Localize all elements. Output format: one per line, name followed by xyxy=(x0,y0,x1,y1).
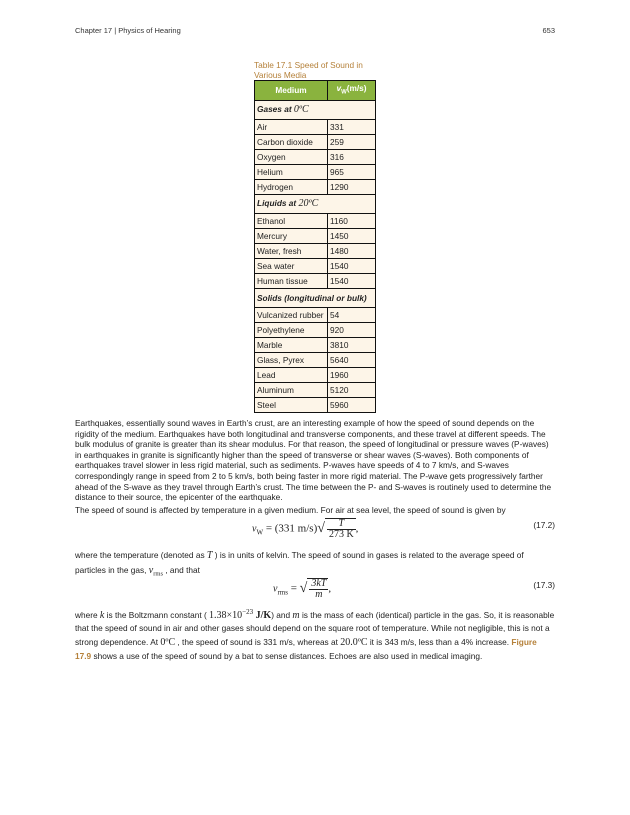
table-row xyxy=(255,149,376,164)
speed-cell: 1480 xyxy=(328,243,376,258)
medium-cell: Helium xyxy=(255,164,328,179)
table-row xyxy=(255,258,376,273)
equation-number-17-3: (17.3) xyxy=(533,580,555,590)
medium-cell: Hydrogen xyxy=(255,179,328,194)
equation-number-17-2: (17.2) xyxy=(533,520,555,530)
speed-cell: 1960 xyxy=(328,367,376,382)
table-row xyxy=(255,164,376,179)
speed-cell: 54 xyxy=(328,307,376,322)
speed-cell: 331 xyxy=(328,119,376,134)
table-row xyxy=(255,382,376,397)
speed-cell: 1290 xyxy=(328,179,376,194)
speed-cell: 316 xyxy=(328,149,376,164)
table-section-header xyxy=(255,288,376,307)
speed-cell: 5120 xyxy=(328,382,376,397)
medium-cell: Glass, Pyrex xyxy=(255,352,328,367)
medium-cell: Carbon dioxide xyxy=(255,134,328,149)
section-title: Solids (longitudinal or bulk) xyxy=(255,288,376,307)
table-row xyxy=(255,243,376,258)
table-row xyxy=(255,134,376,149)
table-row xyxy=(255,352,376,367)
table-row xyxy=(255,337,376,352)
speed-cell: 1540 xyxy=(328,273,376,288)
speed-cell: 920 xyxy=(328,322,376,337)
table-row xyxy=(255,322,376,337)
medium-cell: Water, fresh xyxy=(255,243,328,258)
medium-cell: Oxygen xyxy=(255,149,328,164)
figure-17-9-link[interactable]: Figure 17.9 xyxy=(75,636,537,661)
speed-cell: 5960 xyxy=(328,397,376,412)
table-row xyxy=(255,397,376,412)
table-row xyxy=(255,273,376,288)
medium-cell: Lead xyxy=(255,367,328,382)
medium-cell: Mercury xyxy=(255,228,328,243)
table-row xyxy=(255,119,376,134)
table-row xyxy=(255,307,376,322)
speed-cell: 3810 xyxy=(328,337,376,352)
medium-cell: Vulcanized rubber xyxy=(255,307,328,322)
speed-cell: 1450 xyxy=(328,228,376,243)
medium-cell: Human tissue xyxy=(255,273,328,288)
chapter-title: Chapter 17 | Physics of Hearing xyxy=(75,26,181,35)
medium-cell: Air xyxy=(255,119,328,134)
equation-17-3: $v_{rms}$ = √ $\frac{3kT}{m}$ , xyxy=(273,578,332,600)
section-title: Liquids at 20ºC xyxy=(255,194,376,213)
medium-cell: Polyethylene xyxy=(255,322,328,337)
paragraph-temperature: The speed of sound is affected by temperature in a given medium. For air at sea level, the speed of sound is given by xyxy=(75,505,506,515)
table-row xyxy=(255,367,376,382)
table-row xyxy=(255,228,376,243)
medium-cell: Aluminum xyxy=(255,382,328,397)
medium-cell: Ethanol xyxy=(255,213,328,228)
table-section-header xyxy=(255,100,376,119)
medium-cell: Sea water xyxy=(255,258,328,273)
paragraph-boltzmann: where k is the Boltzmann constant ( $1.38\times 10^{-23}$ J/K) and m is the mass of each (identical) particle in the gas. So, it is reasonable that the speed of sound in air and other gases should depend on the square root of temperature. While not negligible, this is not a strong dependence. At 0ºC , the speed of sound is 331 m/s, whereas at 20.0ºC it is 343 m/s, less than a 4% increase. Figure 17.9 shows a use of the speed of sound by a bat to sense distances. Echoes are also used in medical imaging. xyxy=(75,608,555,661)
paragraph-rms: where the temperature (denoted as T ) is in units of kelvin. The speed of sound in gases is related to the average speed of particles in the gas, $v_{rms}$ , and that xyxy=(75,550,524,578)
medium-cell: Steel xyxy=(255,397,328,412)
speed-cell: 965 xyxy=(328,164,376,179)
speed-cell: 1540 xyxy=(328,258,376,273)
column-header-medium: Medium xyxy=(255,81,328,101)
page-number: 653 xyxy=(542,26,555,35)
section-title: Gases at 0ºC xyxy=(255,100,376,119)
speed-cell: 259 xyxy=(328,134,376,149)
speed-cell: 5640 xyxy=(328,352,376,367)
page-header xyxy=(75,26,555,38)
speed-cell: 1160 xyxy=(328,213,376,228)
column-header-speed: $v_W(m/s)$ xyxy=(328,81,376,101)
equation-17-2: $v_W = (331$ m/s)√ $\frac{T}{273 K}$ , xyxy=(252,518,359,540)
table-section-header xyxy=(255,194,376,213)
medium-cell: Marble xyxy=(255,337,328,352)
table-caption: Table 17.1 Speed of Sound in Various Media xyxy=(254,60,363,80)
speed-of-sound-table xyxy=(254,80,376,413)
paragraph-earthquakes: Earthquakes, essentially sound waves in Earth’s crust, are an interesting example of how the speed of sound depends on the rigidity of the medium. Earthquakes have both longitudinal and transverse components, and these travel at different speeds. The bulk modulus of granite is greater than its shear modulus. For that reason, the speed of longitudinal or pressure waves (P-waves) in earthquakes in granite is significantly higher than the speed of transverse or shear waves (S-waves). Both components of earthquakes travel slower in less rigid material, such as sediments. P-waves have speeds of 4 to 7 km/s, and S-waves correspondingly range in speed from 2 to 5 km/s, both being faster in more rigid material. The P-wave gets progressively farther ahead of the S-wave as they travel through Earth’s crust. The time between the P- and S-waves is routinely used to determine the distance to their source, the epicenter of the earthquake. xyxy=(75,418,552,503)
table-row xyxy=(255,213,376,228)
table-row xyxy=(255,179,376,194)
